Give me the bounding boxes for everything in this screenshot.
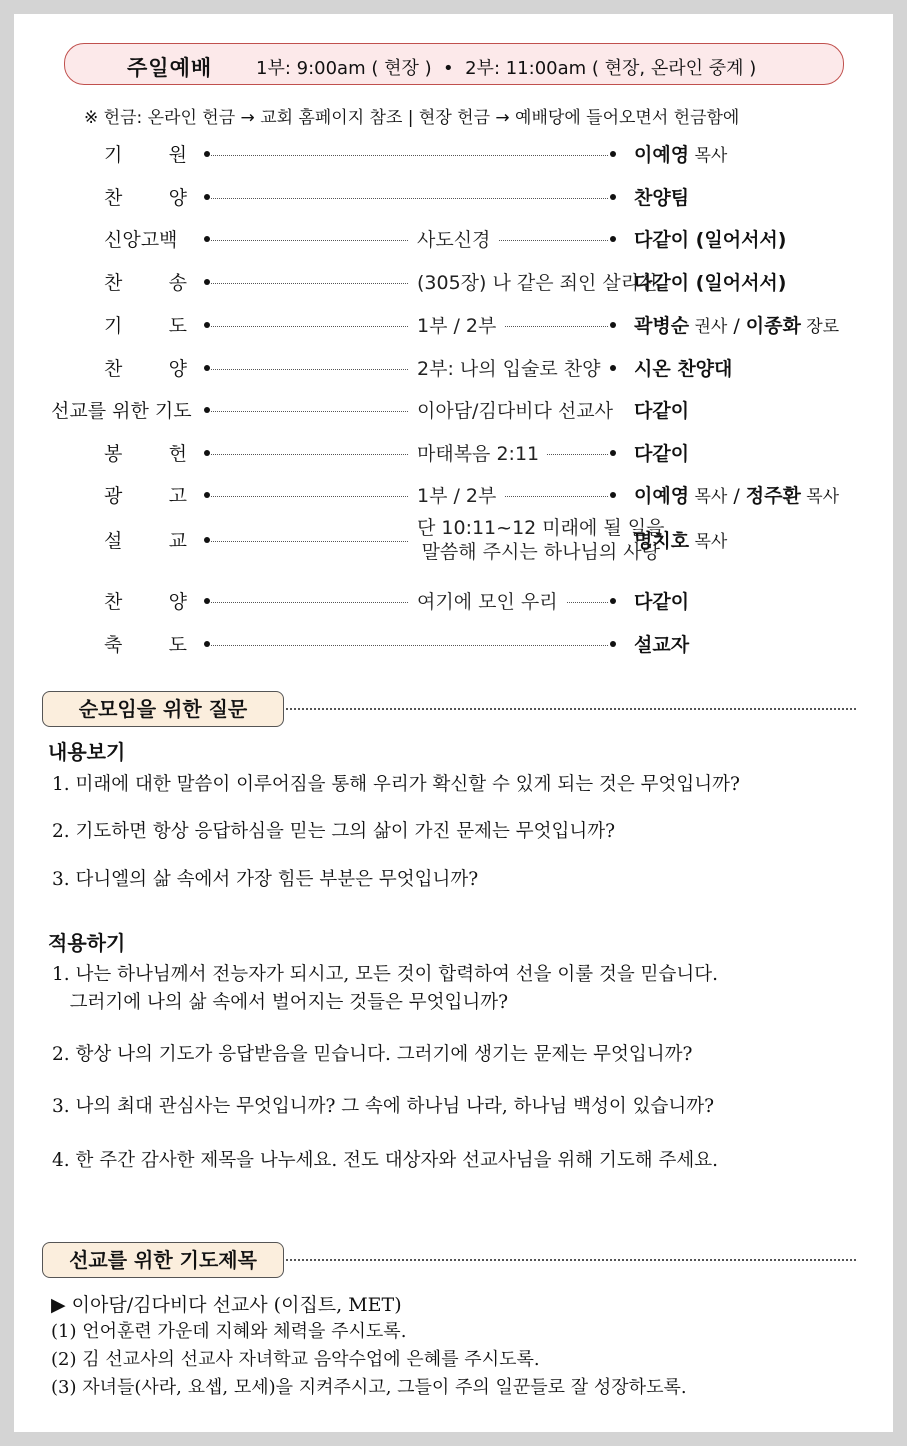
prayer-item: (2) 김 선교사의 선교사 자녀학교 음악수업에 은혜를 주시도록. — [51, 1349, 540, 1370]
order-leader: 다같이 — [634, 400, 690, 422]
review-question: 2. 기도하면 항상 응답하심을 믿는 그의 삶이 가진 문제는 무엇입니까? — [52, 821, 616, 842]
order-leader: 다같이 — [634, 443, 690, 465]
order-label: 기 원 — [104, 144, 187, 166]
offering-notice: ※ 헌금: 온라인 헌금 → 교회 홈페이지 참조 | 현장 헌금 → 예배당에 들어오면서 헌금함에 — [84, 108, 740, 128]
order-detail: 단 10:11~12 미래에 될 일을 말씀해 주시는 하나님의 사랑 — [409, 516, 673, 564]
section-divider — [286, 1259, 856, 1261]
bullet-dot — [204, 194, 210, 200]
dotted-leader — [211, 198, 608, 199]
order-label: 봉 헌 — [104, 443, 187, 465]
bullet-dot — [204, 492, 210, 498]
order-detail: 마태복음 2:11 — [409, 439, 547, 466]
order-row — [14, 630, 893, 660]
review-question: 3. 다니엘의 삶 속에서 가장 힘든 부분은 무엇입니까? — [52, 869, 479, 890]
review-title: 내용보기 — [48, 740, 126, 764]
order-row — [14, 354, 893, 384]
order-detail: 여기에 모인 우리 — [409, 587, 566, 614]
section-divider — [286, 708, 856, 710]
order-leader: 시온 찬양대 — [634, 358, 733, 380]
order-label: 설 교 — [104, 530, 187, 552]
bullet-dot — [204, 236, 210, 242]
order-leader: 곽병순 권사 / 이종화 장로 — [634, 315, 840, 337]
order-label: 선교를 위한 기도 — [51, 400, 192, 422]
bullet-dot — [204, 537, 210, 543]
bullet-dot — [610, 450, 616, 456]
bullet-dot — [610, 641, 616, 647]
order-row — [14, 311, 893, 341]
service-title: 주일예배 — [127, 56, 213, 80]
bullet-dot — [610, 365, 616, 371]
order-row — [14, 140, 893, 170]
order-row — [14, 587, 893, 617]
service-header — [64, 43, 844, 85]
order-row — [14, 268, 893, 298]
order-detail: 2부: 나의 입술로 찬양 — [409, 354, 608, 381]
bullet-dot — [204, 279, 210, 285]
order-row — [14, 439, 893, 469]
order-leader: 다같이 (일어서서) — [634, 229, 787, 251]
order-label: 축 도 — [104, 634, 187, 656]
bullet-dot — [204, 365, 210, 371]
order-label: 신앙고백 — [104, 229, 178, 251]
order-row — [14, 396, 893, 426]
order-row — [14, 481, 893, 511]
order-label: 기 도 — [104, 315, 187, 337]
apply-question: 1. 나는 하나님께서 전능자가 되시고, 모든 것이 합력하여 선을 이룰 것을 믿습니다. — [52, 964, 718, 985]
order-detail: 1부 / 2부 — [409, 311, 504, 338]
discussion-heading: 순모임을 위한 질문 — [42, 691, 284, 727]
bullet-dot — [204, 450, 210, 456]
review-question: 1. 미래에 대한 말씀이 이루어짐을 통해 우리가 확신할 수 있게 되는 것은 무엇입니까? — [52, 774, 740, 795]
bullet-dot — [204, 407, 210, 413]
bullet-dot — [204, 598, 210, 604]
missionary-name: ▶ 이아담/김다비다 선교사 (이집트, MET) — [51, 1294, 402, 1316]
order-detail: 이아담/김다비다 선교사 — [409, 396, 621, 423]
bullet-dot — [610, 598, 616, 604]
prayer-item: (1) 언어훈련 가운데 지혜와 체력을 주시도록. — [51, 1321, 407, 1342]
order-leader: 다같이 (일어서서) — [634, 272, 787, 294]
bullet-dot — [204, 641, 210, 647]
order-row — [14, 183, 893, 213]
order-row — [14, 517, 893, 563]
apply-question: 4. 한 주간 감사한 제목을 나누세요. 전도 대상자와 선교사님을 위해 기도해 주세요. — [52, 1150, 718, 1171]
bullet-dot — [610, 194, 616, 200]
order-label: 찬 송 — [104, 272, 187, 294]
prayer-item: (3) 자녀들(사라, 요셉, 모세)을 지켜주시고, 그들이 주의 일꾼들로 잘 성장하도록. — [51, 1377, 687, 1398]
order-leader: 명치호 목사 — [634, 530, 728, 552]
bullet-dot — [204, 322, 210, 328]
order-detail: (305장) 나 같은 죄인 살리신 — [409, 268, 665, 295]
dotted-leader — [211, 645, 608, 646]
apply-question: 2. 항상 나의 기도가 응답받음을 믿습니다. 그러기에 생기는 문제는 무엇입니까? — [52, 1044, 693, 1065]
bullet-dot — [610, 322, 616, 328]
apply-question: 3. 나의 최대 관심사는 무엇입니까? 그 속에 하나님 나라, 하나님 백성이 있습니까? — [52, 1096, 715, 1117]
order-leader: 다같이 — [634, 591, 690, 613]
order-detail: 사도신경 — [409, 225, 498, 252]
order-leader: 설교자 — [634, 634, 690, 656]
order-leader: 이예영 목사 — [634, 144, 728, 166]
apply-question: 그러기에 나의 삶 속에서 벌어지는 것들은 무엇입니까? — [52, 992, 509, 1013]
order-label: 찬 양 — [104, 591, 187, 613]
order-leader: 찬양팀 — [634, 187, 690, 209]
bullet-dot — [204, 151, 210, 157]
order-detail: 1부 / 2부 — [409, 481, 504, 508]
dotted-leader — [211, 155, 608, 156]
bulletin-page — [14, 14, 893, 1432]
order-label: 찬 양 — [104, 358, 187, 380]
order-label: 찬 양 — [104, 187, 187, 209]
apply-title: 적용하기 — [48, 931, 126, 955]
order-label: 광 고 — [104, 485, 187, 507]
bullet-dot — [610, 236, 616, 242]
bullet-dot — [610, 492, 616, 498]
mission-heading: 선교를 위한 기도제목 — [42, 1242, 284, 1278]
order-row — [14, 225, 893, 255]
order-leader: 이예영 목사 / 정주환 목사 — [634, 485, 840, 507]
service-times: 1부: 9:00am ( 현장 ) • 2부: 11:00am ( 현장, 온라인 중계 ) — [256, 58, 757, 79]
bullet-dot — [610, 151, 616, 157]
